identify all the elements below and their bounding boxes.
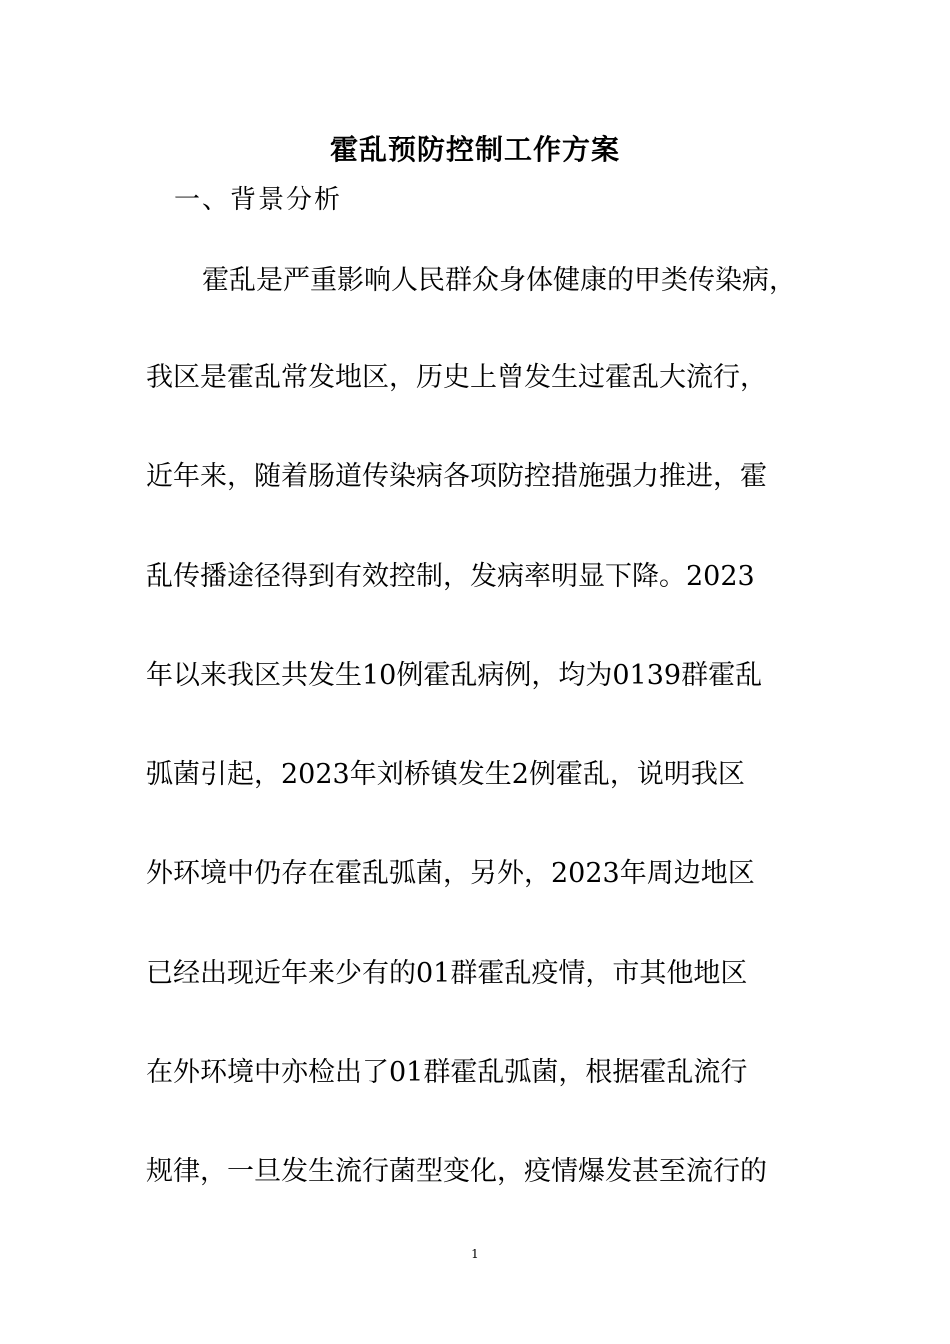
body-line: 已经出现近年来少有的01群霍乱疫情，市其他地区 [146, 958, 748, 989]
page-number: 1 [471, 1247, 479, 1261]
body-line: 外环境中仍存在霍乱弧菌，另外，2023年周边地区 [146, 858, 755, 889]
body-line: 我区是霍乱常发地区，历史上曾发生过霍乱大流行， [146, 362, 767, 393]
document-title: 霍乱预防控制工作方案 [329, 133, 620, 166]
body-line: 在外环境中亦检出了01群霍乱弧菌，根据霍乱流行 [146, 1057, 748, 1088]
body-line: 年以来我区共发生10例霍乱病例，均为0139群霍乱 [146, 660, 763, 691]
body-line: 弧菌引起，2023年刘桥镇发生2例霍乱，说明我区 [146, 759, 745, 790]
body-line: 近年来，随着肠道传染病各项防控措施强力推进，霍 [146, 461, 767, 492]
body-line: 规律，一旦发生流行菌型变化，疫情爆发甚至流行的 [146, 1156, 767, 1187]
body-line: 乱传播途径得到有效控制，发病率明显下降。2023 [146, 561, 755, 592]
body-line: 霍乱是严重影响人民群众身体健康的甲类传染病， [202, 265, 796, 296]
section-heading: 一、背景分析 [174, 185, 343, 215]
